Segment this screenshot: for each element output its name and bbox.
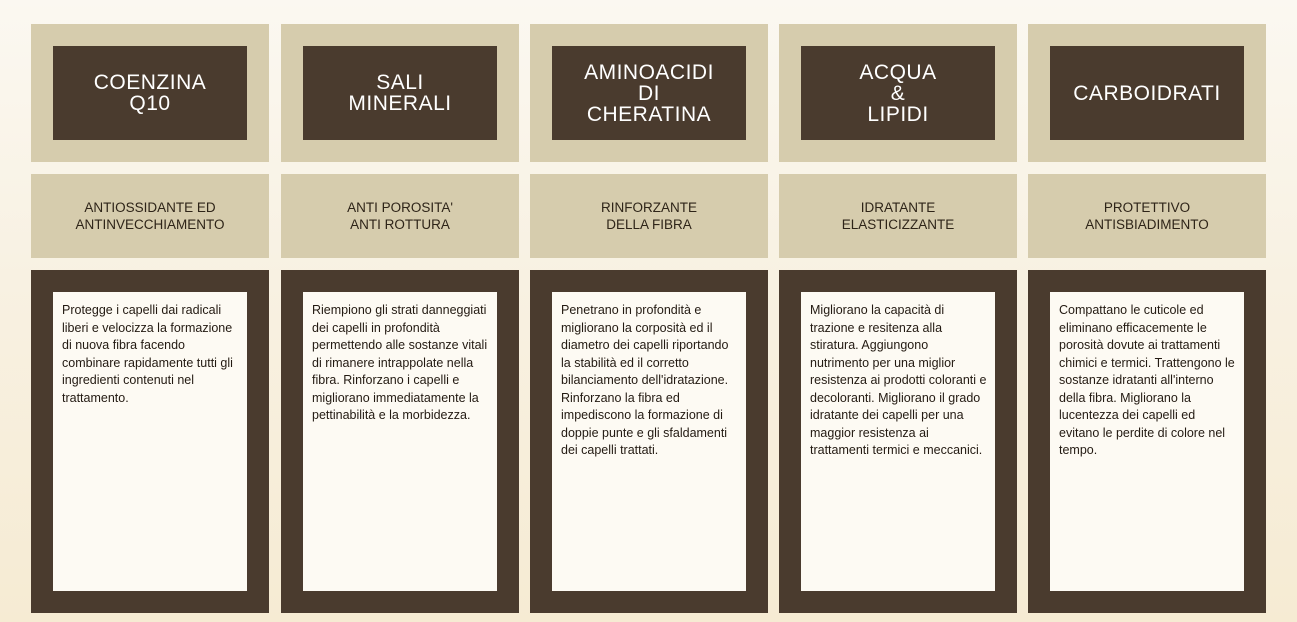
column-aminoacidi-di-cheratina bbox=[530, 24, 768, 457]
title-frame bbox=[31, 24, 269, 162]
description-frame bbox=[31, 270, 269, 613]
title-frame bbox=[281, 24, 519, 162]
column-subtitle: ANTIOSSIDANTE ED ANTINVECCHIAMENTO bbox=[31, 174, 269, 258]
column-description: Penetrano in profondità e migliorano la corposità ed il diametro dei capelli riportando la stabilità ed il corretto bilanciamento dell'idratazione. Rinforzano la fibra ed impediscono la formazione di doppie punte e gli sfaldamenti dei capelli trattati. bbox=[552, 292, 746, 591]
title-frame bbox=[530, 24, 768, 162]
column-coenzina-q10 bbox=[31, 24, 269, 405]
column-subtitle: ANTI POROSITA' ANTI ROTTURA bbox=[281, 174, 519, 258]
description-frame bbox=[779, 270, 1017, 613]
column-title: COENZINA Q10 bbox=[53, 46, 247, 140]
column-title: AMINOACIDI DI CHERATINA bbox=[552, 46, 746, 140]
column-subtitle: PROTETTIVO ANTISBIADIMENTO bbox=[1028, 174, 1266, 258]
column-description: Riempiono gli strati danneggiati dei capelli in profondità permettendo alle sostanze vitali di rimanere intrappolate nella fibra. Rinforzano i capelli e migliorano immediatamente la pettinabilità e la morbidezza. bbox=[303, 292, 497, 591]
title-frame bbox=[779, 24, 1017, 162]
column-sali-minerali bbox=[281, 24, 519, 422]
description-frame bbox=[281, 270, 519, 613]
column-subtitle: IDRATANTE ELASTICIZZANTE bbox=[779, 174, 1017, 258]
column-description: Protegge i capelli dai radicali liberi e velocizza la formazione di nuova fibra facendo combinare rapidamente tutti gli ingredienti contenuti nel trattamento. bbox=[53, 292, 247, 591]
description-frame bbox=[1028, 270, 1266, 613]
column-acqua-lipidi bbox=[779, 24, 1017, 457]
column-description: Compattano le cuticole ed eliminano efficacemente le porosità dovute ai trattamenti chimici e termici. Trattengono le sostanze idratanti all'interno della fibra. Migliorano la lucentezza dei capelli ed evitano le perdite di colore nel tempo. bbox=[1050, 292, 1244, 591]
column-description: Migliorano la capacità di trazione e resitenza alla stiratura. Aggiungono nutrimento per una miglior resistenza ai prodotti coloranti e decoloranti. Migliorano il grado idratante dei capelli per una maggior resistenza ai trattamenti termici e meccanici. bbox=[801, 292, 995, 591]
column-subtitle: RINFORZANTE DELLA FIBRA bbox=[530, 174, 768, 258]
title-frame bbox=[1028, 24, 1266, 162]
column-title: SALI MINERALI bbox=[303, 46, 497, 140]
column-title: ACQUA & LIPIDI bbox=[801, 46, 995, 140]
description-frame bbox=[530, 270, 768, 613]
column-title: CARBOIDRATI bbox=[1050, 46, 1244, 140]
column-carboidrati bbox=[1028, 24, 1266, 457]
